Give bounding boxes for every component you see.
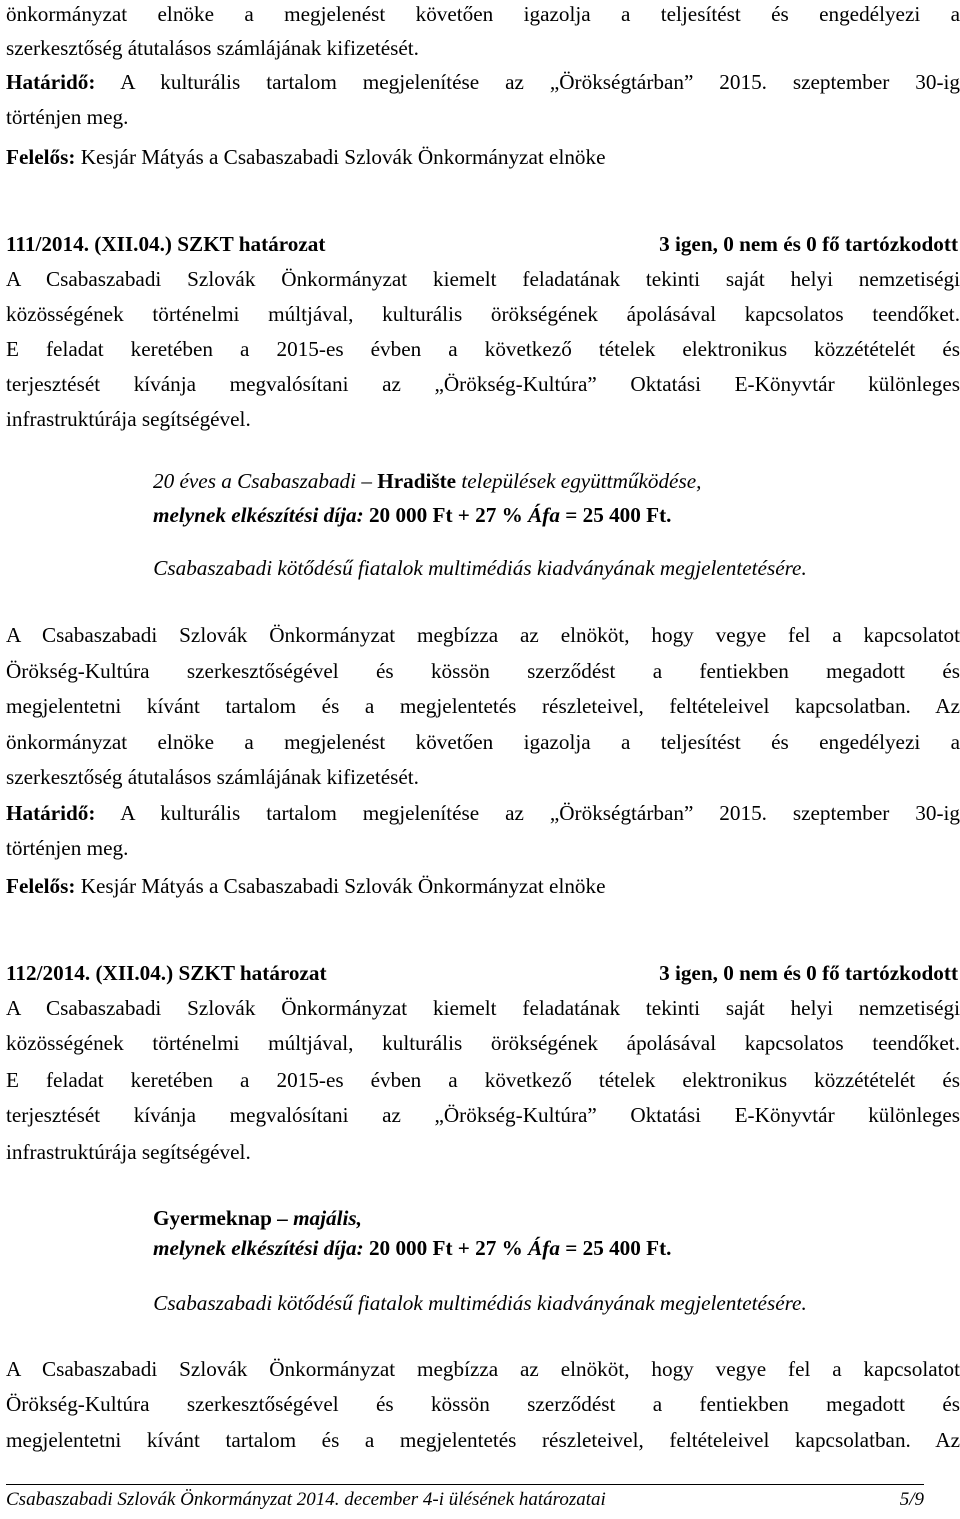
- item-title: [153, 464, 953, 498]
- body-text-line: szerkesztőség átutalásos számlájának kifizetését.: [6, 765, 419, 789]
- responsible-text: Kesjár Mátyás a Csabaszabadi Szlovák Önkormányzat elnöke: [75, 145, 606, 169]
- body-text-line: történjen meg.: [6, 105, 129, 129]
- footer-title: Csabaszabadi Szlovák Önkormányzat 2014. december 4-i ülésének határozatai: [6, 1489, 606, 1510]
- body-text-line: önkormányzat elnöke a megjelenést követően igazolja a teljesítést és engedélyezi a: [6, 2, 960, 26]
- item-title: [153, 1201, 953, 1235]
- body-text-line: E feladat keretében a 2015-es évben a következő tételek elektronikus közzétételét és: [6, 337, 960, 361]
- body-text-line: közösségének történelmi múltjával, kulturális örökségének ápolásával kapcsolatos teendőket.: [6, 1031, 960, 1055]
- body-text-line: infrastruktúrája segítségével.: [6, 407, 251, 431]
- deadline-line: [6, 796, 960, 830]
- publication-target: Csabaszabadi kötődésű fiatalok multimédiás kiadványának megjelentetésére.: [153, 1291, 807, 1315]
- deadline-text: A kulturális tartalom megjelenítése az „Örökségtárban” 2015. szeptember 30-ig: [95, 70, 960, 94]
- item-title-part: Gyermeknap –: [153, 1206, 294, 1230]
- body-text-line: szerkesztőség átutalásos számlájának kifizetését.: [6, 36, 419, 60]
- body-text-line: történjen meg.: [6, 836, 129, 860]
- resolution-number: 112/2014. (XII.04.) SZKT határozat: [6, 961, 327, 985]
- resolution-number: 111/2014. (XII.04.) SZKT határozat: [6, 232, 326, 256]
- responsible-line: [6, 140, 960, 174]
- body-text-line: A Csabaszabadi Szlovák Önkormányzat megbízza az elnököt, hogy vegye fel a kapcsolatot: [6, 623, 960, 647]
- body-text-line: terjesztését kívánja megvalósítani az „Örökség-Kultúra” Oktatási E-Könyvtár különleges: [6, 1103, 960, 1127]
- body-text-line: Örökség-Kultúra szerkesztőségével és kössön szerződést a fentiekben megadott és: [6, 1392, 960, 1416]
- body-text-line: A Csabaszabadi Szlovák Önkormányzat megbízza az elnököt, hogy vegye fel a kapcsolatot: [6, 1357, 960, 1381]
- price-total: = 25 400 Ft.: [559, 503, 672, 527]
- deadline-label: Határidő:: [6, 70, 96, 94]
- price-value: 20 000 Ft + 27 %: [363, 503, 529, 527]
- body-text-line: E feladat keretében a 2015-es évben a következő tételek elektronikus közzétételét és: [6, 1068, 960, 1092]
- body-text-line: Örökség-Kultúra szerkesztőségével és kössön szerződést a fentiekben megadott és: [6, 659, 960, 683]
- price-line: [153, 1231, 953, 1265]
- responsible-label: Felelős:: [6, 145, 76, 169]
- item-title-part: települések együttműködése,: [456, 469, 702, 493]
- price-label: melynek elkészítési díja:: [153, 1236, 364, 1260]
- item-title-part: majális,: [293, 1206, 362, 1230]
- body-text-line: önkormányzat elnöke a megjelenést követően igazolja a teljesítést és engedélyezi a: [6, 730, 960, 754]
- price-value: 20 000 Ft + 27 %: [363, 1236, 529, 1260]
- deadline-text: A kulturális tartalom megjelenítése az „Örökségtárban” 2015. szeptember 30-ig: [95, 801, 960, 825]
- page-number: 5/9: [899, 1489, 924, 1510]
- body-text-line: megjelentetni kívánt tartalom és a megjelentetés részleteivel, feltételeivel kapcsolatban. Az: [6, 1428, 960, 1452]
- vat-label: Áfa: [528, 503, 560, 527]
- item-title-part: 20 éves a Csabaszabadi –: [153, 469, 378, 493]
- responsible-text: Kesjár Mátyás a Csabaszabadi Szlovák Önkormányzat elnöke: [75, 874, 606, 898]
- body-text-line: megjelentetni kívánt tartalom és a megjelentetés részleteivel, feltételeivel kapcsolatban. Az: [6, 694, 960, 718]
- deadline-line: [6, 65, 960, 99]
- body-text-line: terjesztését kívánja megvalósítani az „Örökség-Kultúra” Oktatási E-Könyvtár különleges: [6, 372, 960, 396]
- responsible-line: [6, 869, 960, 903]
- body-text-line: közösségének történelmi múltjával, kulturális örökségének ápolásával kapcsolatos teendőket.: [6, 302, 960, 326]
- vat-label: Áfa: [528, 1236, 560, 1260]
- vote-result: 3 igen, 0 nem és 0 fő tartózkodott: [659, 961, 958, 985]
- item-title-place: Hradište: [377, 469, 457, 493]
- body-text-line: A Csabaszabadi Szlovák Önkormányzat kiemelt feladatának tekinti saját helyi nemzetiségi: [6, 996, 960, 1020]
- resolution-heading: [6, 227, 958, 261]
- body-text-line: A Csabaszabadi Szlovák Önkormányzat kiemelt feladatának tekinti saját helyi nemzetiségi: [6, 267, 960, 291]
- vote-result: 3 igen, 0 nem és 0 fő tartózkodott: [659, 232, 958, 256]
- responsible-label: Felelős:: [6, 874, 76, 898]
- page-footer: [6, 1484, 924, 1515]
- body-text-line: infrastruktúrája segítségével.: [6, 1140, 251, 1164]
- price-total: = 25 400 Ft.: [559, 1236, 672, 1260]
- publication-target: Csabaszabadi kötődésű fiatalok multimédiás kiadványának megjelentetésére.: [153, 556, 807, 580]
- deadline-label: Határidő:: [6, 801, 96, 825]
- resolution-heading: [6, 956, 958, 990]
- price-label: melynek elkészítési díja:: [153, 503, 364, 527]
- price-line: [153, 498, 953, 532]
